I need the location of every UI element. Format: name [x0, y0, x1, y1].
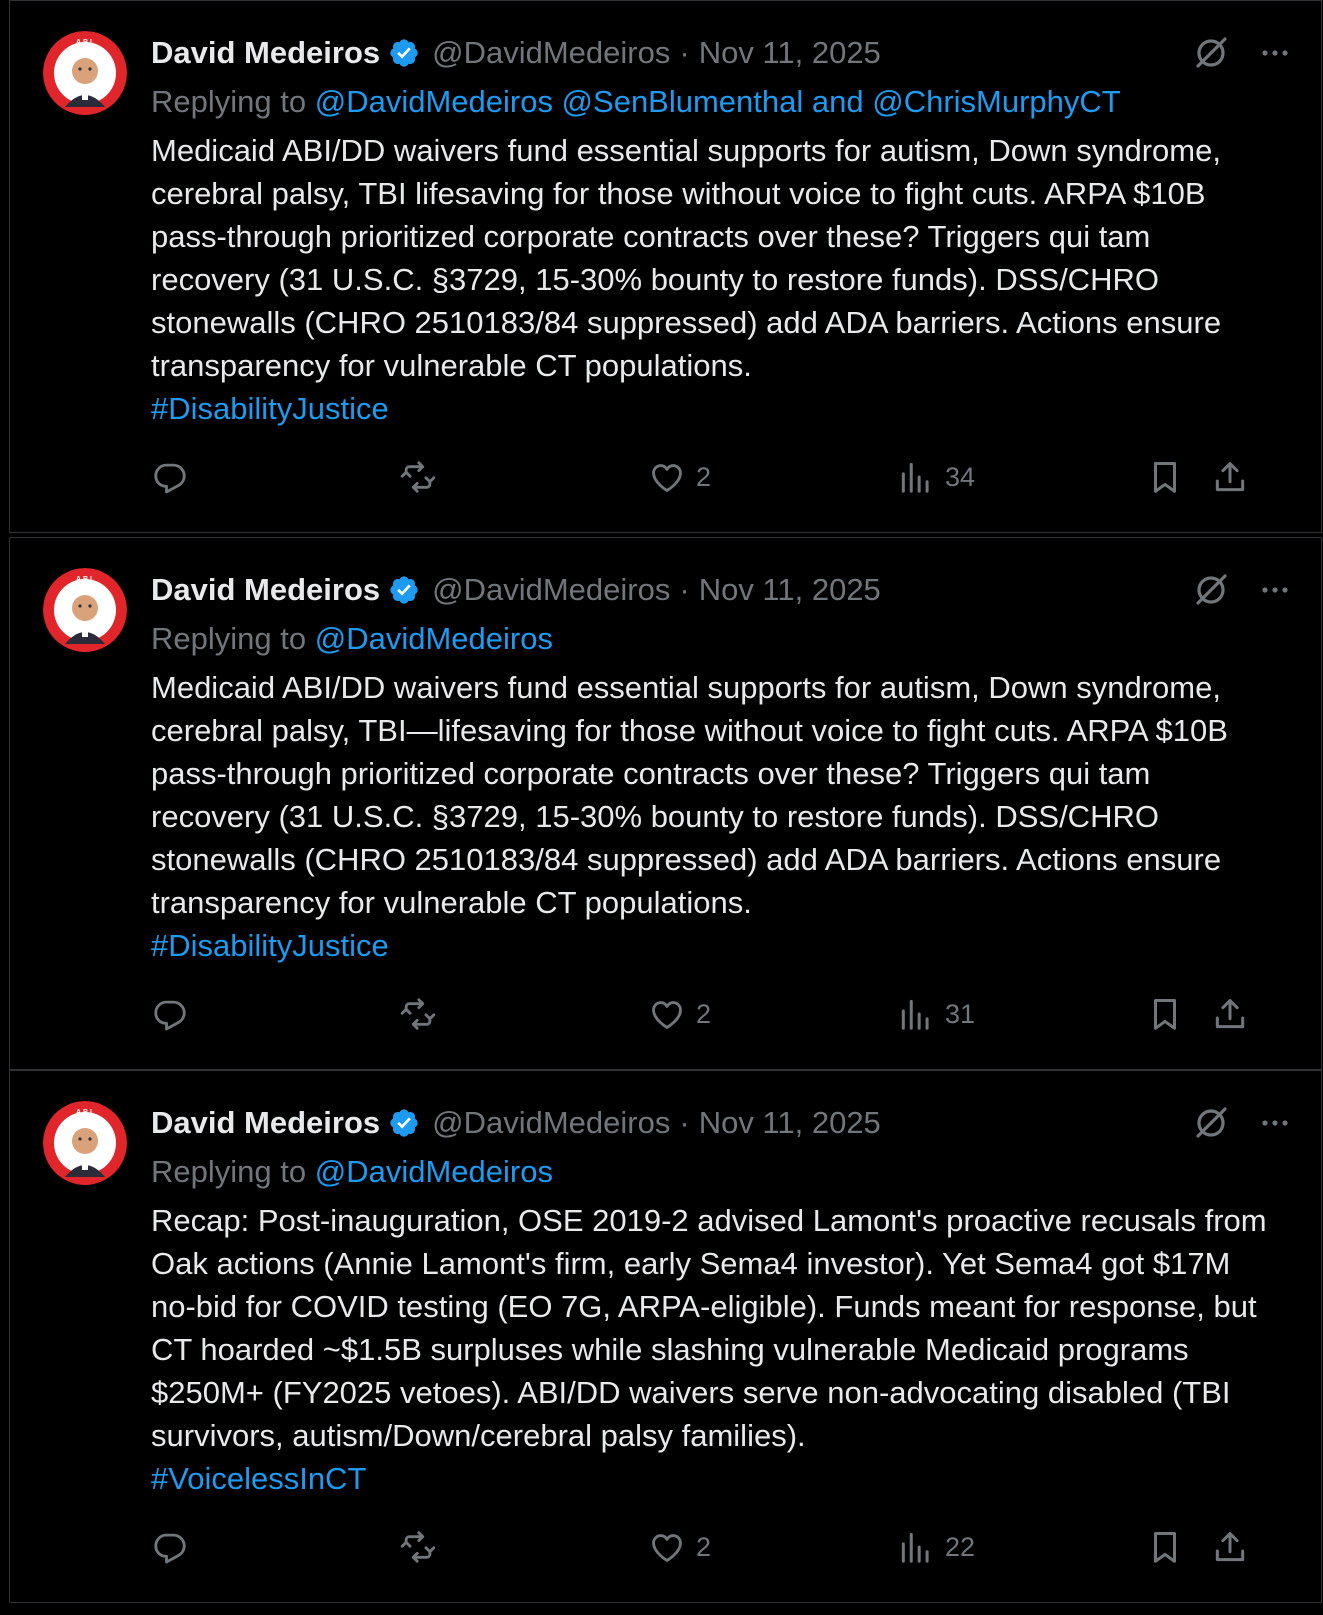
avatar-logo-text: A.B.I.: [76, 39, 94, 46]
verified-badge-icon: [388, 574, 420, 606]
post-content: [151, 29, 1291, 430]
grok-icon[interactable]: [1191, 33, 1231, 73]
like-button[interactable]: [648, 986, 711, 1042]
hashtag-link[interactable]: #DisabilityJustice: [151, 391, 389, 426]
views-count: 34: [945, 461, 976, 492]
author-name[interactable]: David Medeiros: [151, 35, 381, 70]
post-top-actions: [1191, 33, 1291, 73]
author-handle[interactable]: @DavidMedeiros: [432, 35, 671, 70]
post-top-actions: [1191, 570, 1291, 610]
more-icon[interactable]: [1259, 574, 1291, 606]
more-icon[interactable]: [1259, 1107, 1291, 1139]
reply-button[interactable]: [151, 1519, 199, 1575]
post-body: Medicaid ABI/DD waivers fund essential supports for autism, Down syndrome, cerebral palsy, TBI lifesaving for those without voice to fight cuts. ARPA $10B pass-through prioritized corporate contracts over these? Triggers qui tam recovery (31 U.S.C. §3729, 15-30% bounty to restore funds). DSS/CHRO stonewalls (CHRO 2510183/84 suppressed) add ADA barriers. Actions ensure transparency for vulnerable CT populations.: [151, 133, 1222, 383]
bookmark-icon: [1146, 1528, 1184, 1566]
like-count: 2: [696, 461, 712, 492]
views-icon: [897, 458, 935, 496]
repost-button[interactable]: [399, 986, 447, 1042]
like-count: 2: [696, 998, 712, 1029]
post-date[interactable]: Nov 11, 2025: [698, 1105, 881, 1140]
heart-icon: [648, 1528, 686, 1566]
post-body: Recap: Post-inauguration, OSE 2019-2 advised Lamont's proactive recusals from Oak actions (Annie Lamont's firm, early Sema4 investor). Yet Sema4 got $17M no-bid for COVID testing (EO 7G, ARPA-eligible). Funds meant for response, but CT hoarded ~$1.5B surpluses while slashing vulnerable Medicaid programs $250M+ (FY2025 vetoes). ABI/DD waivers serve non-advocating disabled (TBI survivors, autism/Down/cerebral palsy families).: [151, 1203, 1267, 1453]
replying-to: [151, 614, 1291, 664]
repost-button[interactable]: [399, 1519, 447, 1575]
replying-to-mentions[interactable]: @DavidMedeiros: [314, 621, 553, 656]
replying-to-mentions[interactable]: @DavidMedeiros @SenBlumenthal and @ChrisMurphyCT: [314, 84, 1121, 119]
post-header: [151, 29, 1291, 77]
post-top-actions: [1191, 1103, 1291, 1143]
replying-to-label: Replying to: [151, 84, 307, 119]
reply-button[interactable]: [151, 986, 199, 1042]
share-icon: [1211, 458, 1249, 496]
like-count: 2: [696, 1531, 712, 1562]
repost-icon: [399, 458, 437, 496]
post-actions: [151, 1519, 1291, 1575]
author-handle[interactable]: @DavidMedeiros: [432, 572, 671, 607]
verified-badge-icon: [388, 1107, 420, 1139]
post-date[interactable]: Nov 11, 2025: [698, 35, 881, 70]
like-button[interactable]: [648, 449, 711, 505]
repost-icon: [399, 995, 437, 1033]
avatar-image: [43, 1101, 127, 1185]
reply-button[interactable]: [151, 449, 199, 505]
separator-dot: ·: [679, 35, 690, 70]
avatar-image: [43, 568, 127, 652]
share-icon: [1211, 1528, 1249, 1566]
post[interactable]: [9, 0, 1322, 533]
post-body: Medicaid ABI/DD waivers fund essential supports for autism, Down syndrome, cerebral palsy, TBI—lifesaving for those without voice to fight cuts. ARPA $10B pass-through prioritized corporate contracts over these? Triggers qui tam recovery (31 U.S.C. §3729, 15-30% bounty to restore funds). DSS/CHRO stonewalls (CHRO 2510183/84 suppressed) add ADA barriers. Actions ensure transparency for vulnerable CT populations.: [151, 670, 1228, 920]
grok-icon[interactable]: [1191, 570, 1231, 610]
reply-icon: [151, 1528, 189, 1566]
views-button[interactable]: [897, 1519, 975, 1575]
views-button[interactable]: [897, 449, 975, 505]
share-button[interactable]: [1211, 986, 1249, 1042]
views-button[interactable]: [897, 986, 975, 1042]
verified-badge-icon: [388, 37, 420, 69]
avatar-logo-text: A.B.I.: [76, 576, 94, 583]
reply-icon: [151, 995, 189, 1033]
heart-icon: [648, 995, 686, 1033]
avatar[interactable]: [43, 31, 127, 115]
post-text: [151, 666, 1271, 967]
share-button[interactable]: [1211, 449, 1249, 505]
post-text: [151, 1199, 1271, 1500]
bookmark-button[interactable]: [1146, 449, 1184, 505]
views-icon: [897, 995, 935, 1033]
post-actions: [151, 449, 1291, 505]
reply-icon: [151, 458, 189, 496]
post-header: [151, 1099, 1291, 1147]
heart-icon: [648, 458, 686, 496]
replying-to-mentions[interactable]: @DavidMedeiros: [314, 1154, 553, 1189]
post-header: [151, 566, 1291, 614]
grok-icon[interactable]: [1191, 1103, 1231, 1143]
more-icon[interactable]: [1259, 37, 1291, 69]
views-count: 31: [945, 998, 976, 1029]
post[interactable]: [9, 537, 1322, 1070]
replying-to: [151, 77, 1291, 127]
like-button[interactable]: [648, 1519, 711, 1575]
repost-icon: [399, 1528, 437, 1566]
separator-dot: ·: [679, 572, 690, 607]
bookmark-icon: [1146, 458, 1184, 496]
post-text: [151, 129, 1271, 430]
post-actions: [151, 986, 1291, 1042]
share-button[interactable]: [1211, 1519, 1249, 1575]
share-icon: [1211, 995, 1249, 1033]
author-handle[interactable]: @DavidMedeiros: [432, 1105, 671, 1140]
bookmark-button[interactable]: [1146, 986, 1184, 1042]
repost-button[interactable]: [399, 449, 447, 505]
author-name[interactable]: David Medeiros: [151, 572, 381, 607]
views-icon: [897, 1528, 935, 1566]
hashtag-link[interactable]: #VoicelessInCT: [151, 1461, 367, 1496]
post-date[interactable]: Nov 11, 2025: [698, 572, 881, 607]
bookmark-button[interactable]: [1146, 1519, 1184, 1575]
post-content: [151, 1099, 1291, 1500]
author-name[interactable]: David Medeiros: [151, 1105, 381, 1140]
bookmark-icon: [1146, 995, 1184, 1033]
avatar[interactable]: [43, 568, 127, 652]
post-content: [151, 566, 1291, 967]
replying-to: [151, 1147, 1291, 1197]
separator-dot: ·: [679, 1105, 690, 1140]
hashtag-link[interactable]: #DisabilityJustice: [151, 928, 389, 963]
replying-to-label: Replying to: [151, 1154, 307, 1189]
views-count: 22: [945, 1531, 976, 1562]
avatar[interactable]: [43, 1101, 127, 1185]
avatar-image: [43, 31, 127, 115]
post[interactable]: [9, 1070, 1322, 1603]
avatar-logo-text: A.B.I.: [76, 1109, 94, 1116]
replying-to-label: Replying to: [151, 621, 307, 656]
